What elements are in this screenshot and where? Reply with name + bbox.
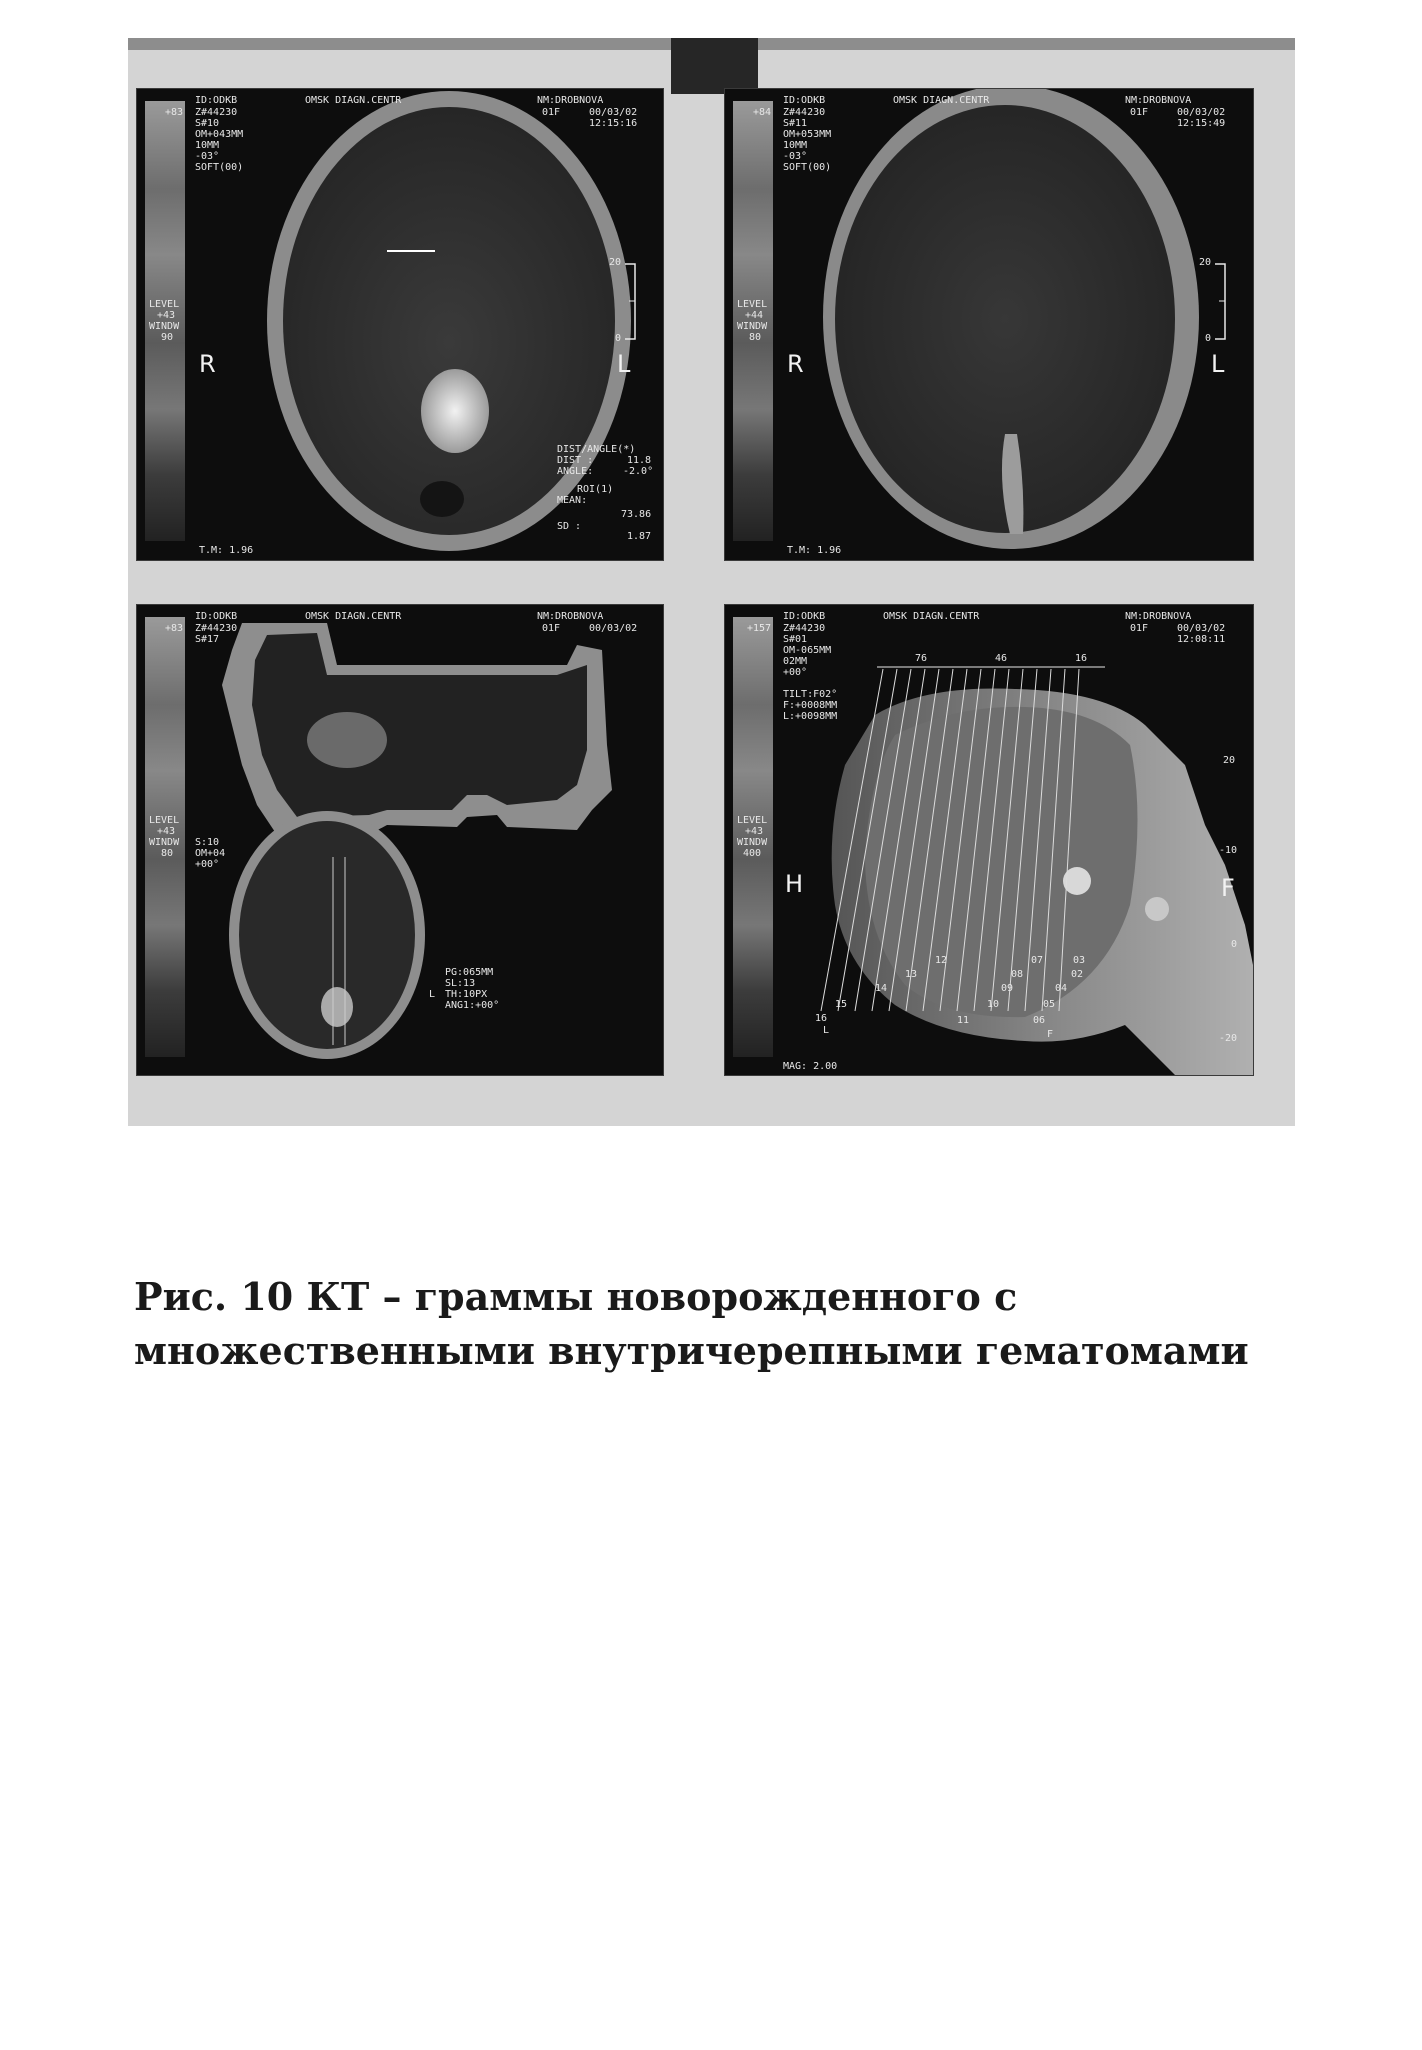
level-value: +43	[745, 826, 764, 837]
header-center: OMSK DIAGN.CENTR	[883, 611, 980, 622]
figure-caption	[134, 1270, 1284, 1378]
slice-08: 08	[1011, 969, 1024, 980]
header-id: ID:ODKB	[783, 95, 826, 106]
slice-10: 10	[987, 999, 1000, 1010]
ruler-46: 46	[995, 653, 1008, 664]
window-label: WINDW	[149, 837, 180, 848]
mag-label: MAG: 2.00	[783, 1061, 838, 1072]
slice-05: 05	[1043, 999, 1056, 1010]
tm-label: T.M: 1.96	[787, 545, 842, 556]
meta-5: -03°	[783, 151, 808, 162]
sag-2: +00°	[195, 859, 220, 870]
meta-4: 10MM	[195, 140, 220, 151]
meas-angle-value: -2.0°	[623, 466, 654, 477]
slice-13: 13	[905, 969, 918, 980]
meta-6: SOFT(00)	[195, 162, 244, 173]
ct-panel-top-left	[136, 88, 664, 561]
reco-3: ANG1:+00°	[445, 1000, 500, 1011]
header-time: 12:08:11	[1177, 634, 1226, 645]
window-value: 80	[161, 848, 174, 859]
meta-2: S#10	[195, 118, 220, 129]
slice-16: 16	[815, 1013, 828, 1024]
window-value: 90	[161, 332, 174, 343]
window-label: WINDW	[737, 837, 768, 848]
meta-4: 10MM	[783, 140, 808, 151]
header-name: NM:DROBNOVA	[1125, 611, 1192, 622]
reco-1: SL:13	[445, 978, 476, 989]
roi-sd-value: 1.87	[627, 531, 652, 542]
level-value: +43	[157, 310, 176, 321]
roi-mean-label: MEAN:	[557, 495, 588, 506]
slice-07: 07	[1031, 955, 1044, 966]
reco-l: L	[429, 989, 436, 1000]
meta-0: +83	[165, 623, 184, 634]
ruler-76: 76	[915, 653, 928, 664]
slice-15: 15	[835, 999, 848, 1010]
level-label: LEVEL	[149, 299, 180, 310]
tm-label: T.M: 1.96	[199, 545, 254, 556]
meas-title: DIST/ANGLE(*)	[557, 444, 636, 455]
meta-5: -03°	[195, 151, 220, 162]
slice-14: 14	[875, 983, 888, 994]
header-id: ID:ODKB	[195, 611, 238, 622]
reco-2: TH:10PX	[445, 989, 488, 1000]
scale-20: 20	[1223, 755, 1236, 766]
foot-marker: F	[1221, 874, 1235, 902]
ct-photo	[128, 38, 1295, 1126]
slice-03: 03	[1073, 955, 1086, 966]
scale-bottom-label: 0	[1205, 333, 1212, 344]
meta-3: OM+053MM	[783, 129, 832, 140]
meta-3: OM+043MM	[195, 129, 244, 140]
meta-1: Z#44230	[195, 623, 238, 634]
window-label: WINDW	[149, 321, 180, 332]
header-name: NM:DROBNOVA	[537, 611, 604, 622]
slice-line	[855, 669, 911, 1011]
meas-angle-label: ANGLE:	[557, 466, 594, 477]
slice-line	[838, 669, 897, 1011]
header-center: OMSK DIAGN.CENTR	[893, 95, 990, 106]
meta-0: +157	[747, 623, 772, 634]
level-label: LEVEL	[737, 299, 768, 310]
header-date: 00/03/02	[1177, 623, 1226, 634]
level-value: +43	[157, 826, 176, 837]
caption-line-2: множественными внутричерепными гематомами	[134, 1328, 1249, 1373]
meas-dist-value: 11.8	[627, 455, 652, 466]
meta-8: L:+0098MM	[783, 711, 838, 722]
meta-2: S#01	[783, 634, 808, 645]
ct-panel-bottom-left	[136, 604, 664, 1076]
slice-09: 09	[1001, 983, 1014, 994]
sag-1: OM+04	[195, 848, 226, 859]
roi-mean-value: 73.86	[621, 509, 652, 520]
meta-1: Z#44230	[195, 107, 238, 118]
meta-0: +83	[165, 107, 184, 118]
header-date: 00/03/02	[589, 623, 638, 634]
meta-4: 02MM	[783, 656, 808, 667]
sag-0: S:10	[195, 837, 220, 848]
scale-top-label: 20	[1199, 257, 1212, 268]
scale-0: 0	[1231, 939, 1238, 950]
slice-line	[872, 669, 925, 1011]
left-marker: L	[617, 350, 631, 378]
meas-dist-label: DIST :	[557, 455, 594, 466]
header-center: OMSK DIAGN.CENTR	[305, 611, 402, 622]
header-name: NM:DROBNOVA	[1125, 95, 1192, 106]
scale-minus10: -10	[1219, 845, 1238, 856]
ct-panel-bottom-right	[724, 604, 1254, 1076]
meta-3: OM-065MM	[783, 645, 832, 656]
slice-11: 11	[957, 1015, 970, 1026]
head-marker: H	[785, 870, 804, 898]
slice-06: 06	[1033, 1015, 1046, 1026]
roi-title: ROI(1)	[577, 484, 614, 495]
level-label: LEVEL	[149, 815, 180, 826]
distance-scale	[725, 89, 1253, 560]
scale-top-label: 20	[609, 257, 622, 268]
level-label: LEVEL	[737, 815, 768, 826]
scale-bottom-label: 0	[615, 333, 622, 344]
slice-l-label: L	[823, 1025, 830, 1036]
header-time: 12:15:49	[1177, 118, 1226, 129]
meta-1: Z#44230	[783, 107, 826, 118]
photo-top-notch	[671, 38, 758, 94]
header-id: ID:ODKB	[783, 611, 826, 622]
meta-0: +84	[753, 107, 772, 118]
window-value: 400	[743, 848, 762, 859]
header-sex: 01F	[542, 623, 561, 634]
right-marker: R	[787, 350, 804, 378]
header-sex: 01F	[542, 107, 561, 118]
header-center: OMSK DIAGN.CENTR	[305, 95, 402, 106]
slice-line	[974, 669, 1009, 1011]
header-sex: 01F	[1130, 107, 1149, 118]
scale-minus20: -20	[1219, 1033, 1238, 1044]
ct-panel-top-right	[724, 88, 1254, 561]
header-sex: 01F	[1130, 623, 1149, 634]
header-time: 12:15:16	[589, 118, 638, 129]
ruler-16: 16	[1075, 653, 1088, 664]
meta-7: F:+0008MM	[783, 700, 838, 711]
reco-0: PG:065MM	[445, 967, 494, 978]
window-value: 80	[749, 332, 762, 343]
roi-sd-label: SD :	[557, 521, 582, 532]
header-id: ID:ODKB	[195, 95, 238, 106]
window-label: WINDW	[737, 321, 768, 332]
header-date: 00/03/02	[589, 107, 638, 118]
right-marker: R	[199, 350, 216, 378]
slice-line	[957, 669, 995, 1011]
header-date: 00/03/02	[1177, 107, 1226, 118]
meta-6: SOFT(00)	[783, 162, 832, 173]
meta-5: +00°	[783, 667, 808, 678]
meta-2: S#17	[195, 634, 220, 645]
left-marker: L	[1211, 350, 1225, 378]
meta-2: S#11	[783, 118, 808, 129]
slice-04: 04	[1055, 983, 1068, 994]
slice-12: 12	[935, 955, 948, 966]
caption-line-1: Рис. 10 КТ – граммы новорожденного с	[134, 1274, 1018, 1319]
meta-1: Z#44230	[783, 623, 826, 634]
slice-line	[889, 669, 939, 1011]
slice-f-label: F	[1047, 1029, 1054, 1040]
slice-02: 02	[1071, 969, 1084, 980]
meta-6: TILT:F02°	[783, 689, 838, 700]
header-name: NM:DROBNOVA	[537, 95, 604, 106]
level-value: +44	[745, 310, 764, 321]
slice-line	[991, 669, 1023, 1011]
